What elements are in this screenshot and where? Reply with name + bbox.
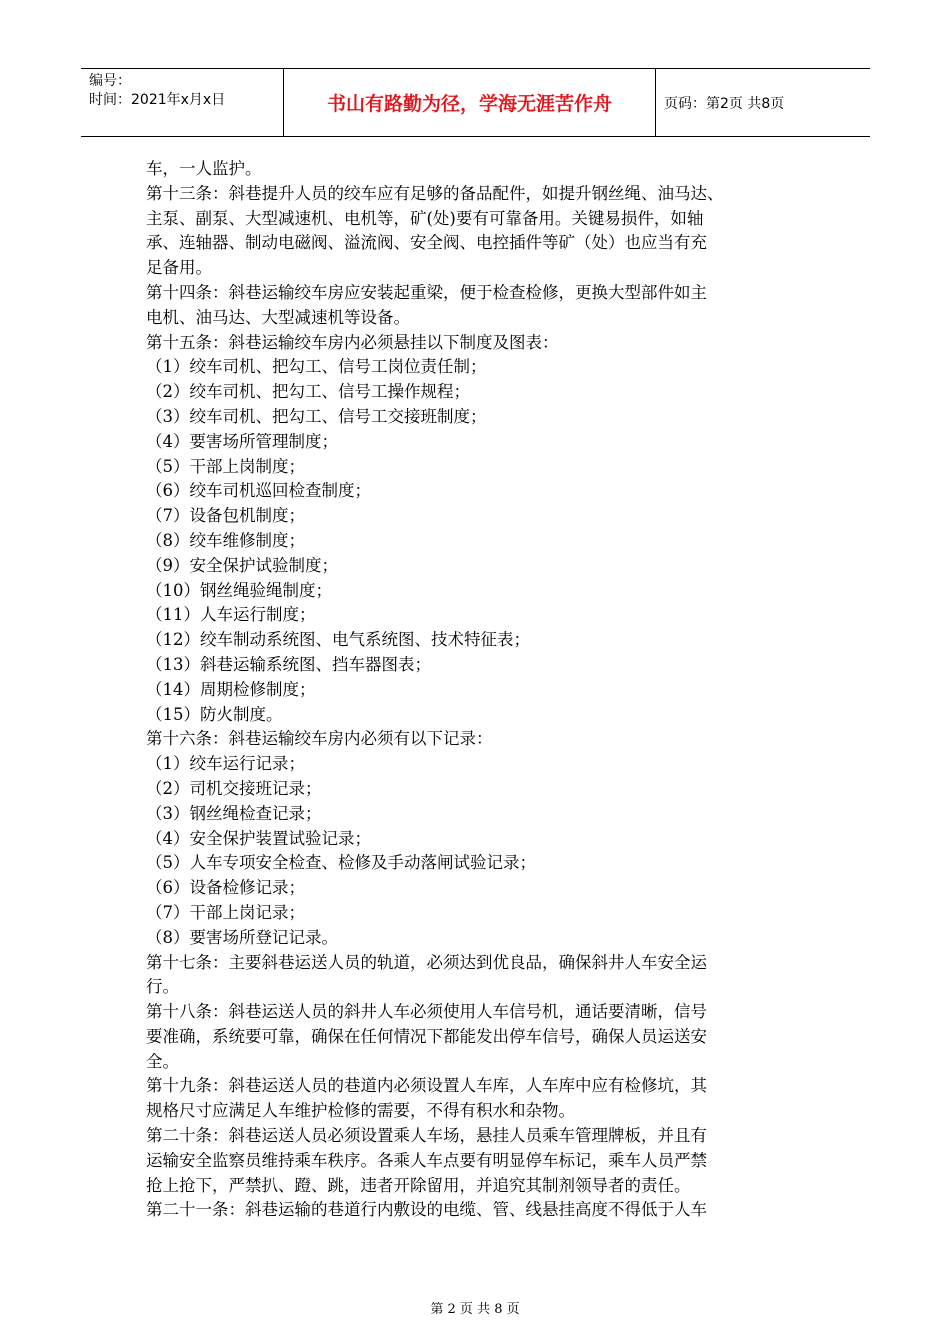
text-line: 车，一人监护。 xyxy=(146,159,262,178)
text-line: （12）绞车制动系统图、电气系统图、技术特征表； xyxy=(146,630,530,650)
text-line: （7）设备包机制度； xyxy=(146,506,305,526)
text-line: （2）绞车司机、把勾工、信号工操作规程； xyxy=(146,382,470,402)
text-line: 足备用。 xyxy=(146,258,212,278)
page-footer: 第 2 页 共 8 页 xyxy=(430,1302,520,1317)
text-line: 主泵、副泵、大型减速机、电机等，矿(处)要有可靠备用。关键易损件，如轴 xyxy=(146,208,704,228)
text-line: （5）干部上岗制度； xyxy=(146,456,305,476)
text-line: 行。 xyxy=(146,977,179,997)
document-number-label: 编号： xyxy=(89,73,131,89)
header-meta xyxy=(81,69,284,136)
text-line: （3）钢丝绳检查记录； xyxy=(146,803,322,823)
text-line: 第十八条：斜巷运送人员的斜井人车必须使用人车信号机，通话要清晰，信号 xyxy=(146,1002,707,1022)
text-line: （13）斜巷运输系统图、挡车器图表； xyxy=(146,654,431,674)
text-line: （11）人车运行制度； xyxy=(146,605,316,625)
text-line: 运输安全监察员维持乘车秩序。各乘人车点要有明显停车标记，乘车人员严禁 xyxy=(146,1150,707,1170)
text-line: 电机、油马达、大型减速机等设备。 xyxy=(146,307,410,327)
text-line: （7）干部上岗记录； xyxy=(146,902,305,922)
text-line: 第十六条：斜巷运输绞车房内必须有以下记录： xyxy=(146,729,493,749)
text-line: 抢上抢下，严禁扒、蹬、跳，违者开除留用，并追究其制剂领导者的责任。 xyxy=(146,1175,691,1195)
text-line: （4）安全保护装置试验记录； xyxy=(146,828,371,848)
text-line: 第十四条：斜巷运输绞车房应安装起重梁，便于检查检修，更换大型部件如主 xyxy=(146,282,707,302)
header-motto: 书山有路勤为径，学海无涯苦作舟 xyxy=(284,69,656,136)
text-line: 第二十条：斜巷运送人员必须设置乘人车场，悬挂人员乘车管理牌板，并且有 xyxy=(146,1126,707,1146)
text-line: （14）周期检修制度； xyxy=(146,679,316,699)
text-line: （1）绞车司机、把勾工、信号工岗位责任制； xyxy=(146,357,487,377)
text-line: （6）绞车司机巡回检查制度； xyxy=(146,481,371,501)
text-line: （5）人车专项安全检查、检修及手动落闸试验记录； xyxy=(146,853,536,873)
document-time-label: 时间：2021年x月x日 xyxy=(89,92,226,108)
text-line: 全。 xyxy=(146,1051,179,1071)
text-line: 承、连轴器、制动电磁阀、溢流阀、安全阀、电控插件等矿（处）也应当有充 xyxy=(146,233,707,253)
text-line: （6）设备检修记录； xyxy=(146,878,305,898)
header-page-info: 页码：第2页 共8页 xyxy=(664,95,785,112)
text-line: （10）钢丝绳验绳制度； xyxy=(146,580,332,600)
text-line: （1）绞车运行记录； xyxy=(146,754,305,774)
text-line: （9）安全保护试验制度； xyxy=(146,555,338,575)
text-line: 要准确，系统要可靠，确保在任何情况下都能发出停车信号，确保人员运送安 xyxy=(146,1026,707,1046)
text-line: 第十三条：斜巷提升人员的绞车应有足够的备品配件，如提升钢丝绳、油马达、 xyxy=(146,183,724,203)
text-line: 第二十一条：斜巷运输的巷道行内敷设的电缆、管、线悬挂高度不得低于人车 xyxy=(146,1200,707,1220)
text-line: （3）绞车司机、把勾工、信号工交接班制度； xyxy=(146,406,487,426)
text-line: 第十七条：主要斜巷运送人员的轨道，必须达到优良品，确保斜井人车安全运 xyxy=(146,952,707,972)
text-line: （15）防火制度。 xyxy=(146,704,283,724)
page-header xyxy=(81,68,870,137)
text-line: （4）要害场所管理制度； xyxy=(146,431,338,451)
text-line: （2）司机交接班记录； xyxy=(146,778,322,798)
text-line: 第十九条：斜巷运送人员的巷道内必须设置人车库，人车库中应有检修坑，其 xyxy=(146,1076,707,1096)
text-line: 第十五条：斜巷运输绞车房内必须悬挂以下制度及图表： xyxy=(146,332,559,352)
text-line: （8）要害场所登记记录。 xyxy=(146,927,338,947)
text-line: 规格尺寸应满足人车维护检修的需要，不得有积水和杂物。 xyxy=(146,1101,575,1121)
text-line: （8）绞车维修制度； xyxy=(146,530,305,550)
document-body xyxy=(146,157,810,1223)
